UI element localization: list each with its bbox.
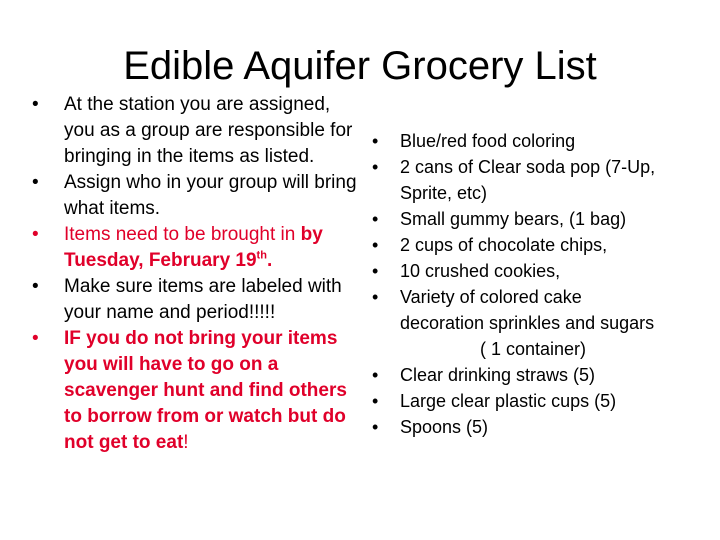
grocery-item-text: Small gummy bears, (1 bag) bbox=[400, 209, 627, 229]
bullet-icon: • bbox=[32, 172, 39, 193]
grocery-item bbox=[366, 206, 666, 232]
grocery-item-text: 2 cans of Clear soda pop (7-Up, Sprite, etc) bbox=[400, 157, 656, 203]
warning-punct: ! bbox=[183, 432, 189, 453]
bullet-icon: • bbox=[372, 131, 379, 151]
deadline-item bbox=[28, 222, 358, 274]
bullet-icon: • bbox=[372, 157, 379, 177]
list-item bbox=[28, 92, 358, 170]
bullet-icon: • bbox=[372, 391, 379, 411]
grocery-item-text: Spoons (5) bbox=[400, 417, 489, 437]
list-item-text: Assign who in your group will bring what items. bbox=[64, 172, 357, 219]
grocery-item bbox=[366, 414, 666, 440]
bullet-icon: • bbox=[372, 261, 379, 281]
grocery-item bbox=[366, 154, 666, 206]
page-title: Edible Aquifer Grocery List bbox=[123, 44, 597, 88]
bullet-icon: • bbox=[32, 328, 39, 349]
deadline-text: Items need to be brought in bbox=[64, 224, 301, 245]
bullet-icon: • bbox=[372, 417, 379, 437]
grocery-item bbox=[366, 232, 666, 258]
warning-item bbox=[28, 326, 358, 456]
instructions-list bbox=[28, 92, 358, 456]
warning-text: IF you do not bring your items you will have to go on a scavenger hunt and find others to borrow from or watch but do not get to eat bbox=[64, 328, 347, 453]
grocery-item bbox=[366, 388, 666, 414]
list-item-text: At the station you are assigned, you as a group are responsible for bringing in the items as listed. bbox=[64, 94, 353, 167]
grocery-item bbox=[366, 128, 666, 154]
list-item bbox=[28, 170, 358, 222]
grocery-item-text: 10 crushed cookies, bbox=[400, 261, 561, 281]
list-item-text: Make sure items are labeled with your name and period!!!!! bbox=[64, 276, 342, 323]
bullet-icon: • bbox=[372, 287, 379, 307]
bullet-icon: • bbox=[372, 235, 379, 255]
grocery-item-text: Variety of colored cake decoration sprinkles and sugars bbox=[400, 287, 655, 333]
bullet-icon: • bbox=[372, 209, 379, 229]
bullet-icon: • bbox=[32, 224, 39, 245]
grocery-item bbox=[366, 284, 666, 336]
grocery-item-text: Large clear plastic cups (5) bbox=[400, 391, 617, 411]
date-suffix: th bbox=[256, 249, 267, 262]
grocery-item-text: Blue/red food coloring bbox=[400, 131, 576, 151]
bullet-icon: • bbox=[32, 276, 39, 297]
grocery-item-note-text: ( 1 container) bbox=[479, 339, 587, 359]
bullet-icon: • bbox=[32, 94, 39, 115]
deadline-period: . bbox=[266, 250, 273, 271]
deadline-date: by Tuesday, February 19 bbox=[64, 224, 323, 271]
grocery-item bbox=[366, 258, 666, 284]
list-item bbox=[28, 274, 358, 326]
grocery-list bbox=[366, 128, 666, 440]
grocery-item-text: 2 cups of chocolate chips, bbox=[400, 235, 608, 255]
grocery-item bbox=[366, 362, 666, 388]
grocery-item-note bbox=[366, 336, 666, 362]
bullet-icon: • bbox=[372, 365, 379, 385]
grocery-item-text: Clear drinking straws (5) bbox=[400, 365, 596, 385]
